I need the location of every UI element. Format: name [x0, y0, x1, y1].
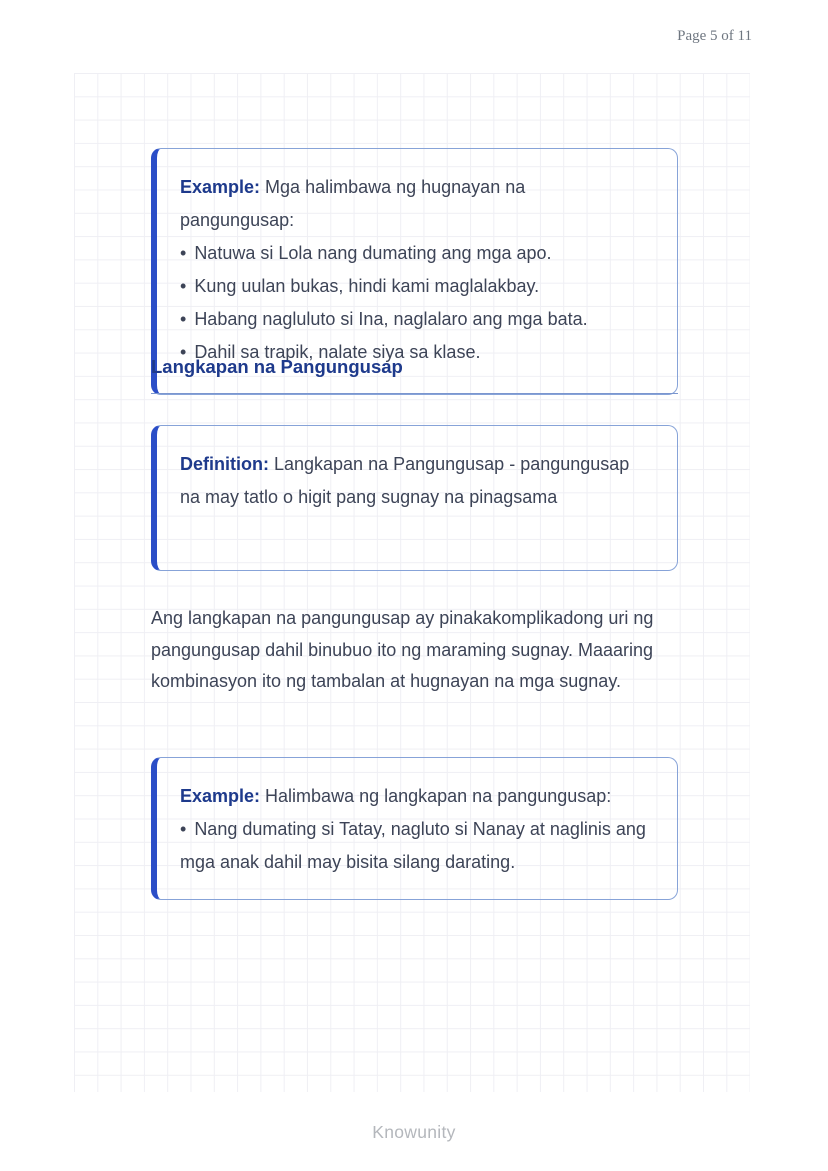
example-2-intro-text: Halimbawa ng langkapan na pangungusap: — [265, 786, 612, 806]
body-paragraph: Ang langkapan na pangungusap ay pinakakomplikadong uri ng pangungusap dahil binubuo ito ng maraming sugnay. Maaaring kombinasyon ito ng tambalan at hugnayan na mga sugnay. — [151, 608, 654, 691]
definition-text: Langkapan na Pangungusap - pangungusap na may tatlo o higit pang sugnay na pinagsama — [180, 454, 630, 507]
list-item: • Dahil sa trapik, nalate siya sa klase. — [180, 336, 651, 369]
example-callout-2 — [151, 757, 678, 900]
definition-callout — [151, 425, 678, 571]
example-label: Example: — [180, 177, 261, 197]
section-heading: Langkapan na Pangungusap — [151, 356, 678, 394]
example-label: Example: — [180, 786, 261, 806]
definition-body — [180, 448, 645, 514]
list-item: • Kung uulan bukas, hindi kami maglalakbay. — [180, 270, 651, 303]
example-2-intro — [180, 780, 651, 813]
page-number: Page 5 of 11 — [677, 28, 752, 44]
example-1-intro-text: Mga halimbawa ng hugnayan na pangungusap: — [180, 177, 526, 230]
definition-label: Definition: — [180, 454, 269, 474]
footer-brand: Knowunity — [372, 1122, 456, 1142]
example-2-bullet-list — [180, 813, 651, 879]
grid-paper-background — [74, 73, 750, 1092]
list-item: • Habang nagluluto si Ina, naglalaro ang mga bata. — [180, 303, 651, 336]
example-1-bullet-list — [180, 237, 651, 369]
list-item: • Nang dumating si Tatay, nagluto si Nanay at naglinis ang mga anak dahil may bisita silang darating. — [180, 813, 651, 879]
example-1-intro — [180, 171, 635, 237]
list-item: • Natuwa si Lola nang dumating ang mga apo. — [180, 237, 651, 270]
